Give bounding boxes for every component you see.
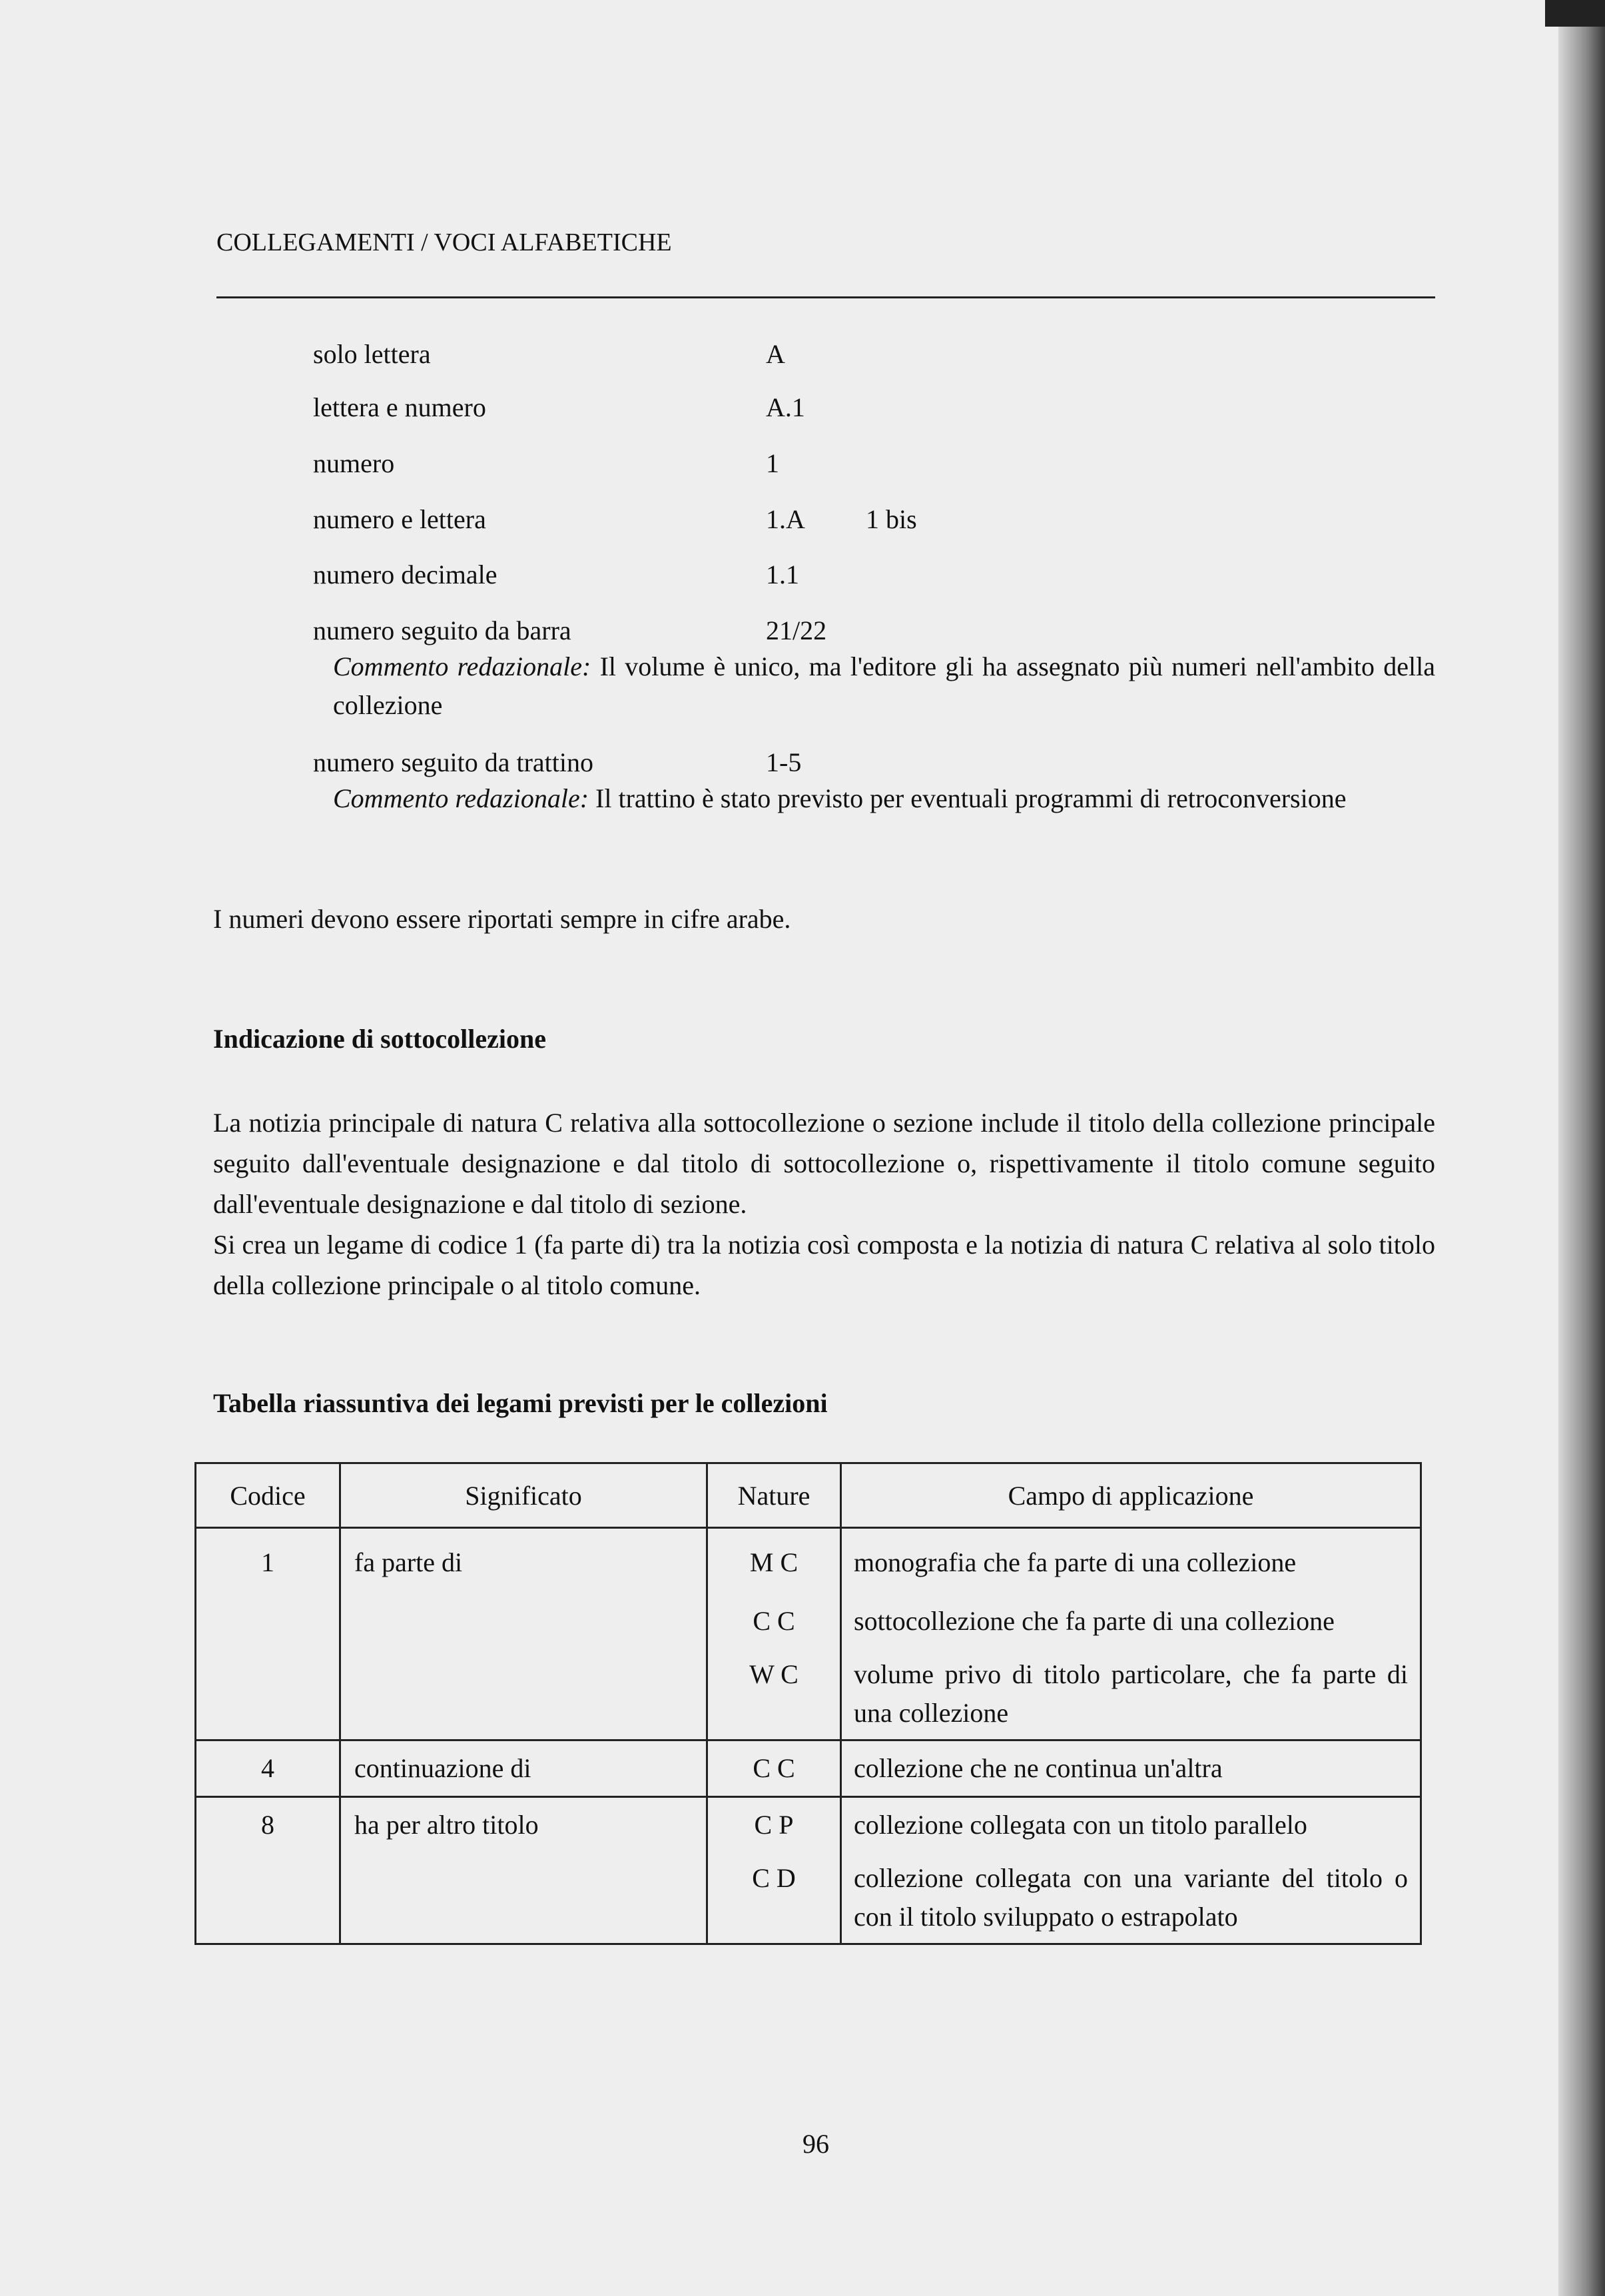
- table-header-row: [196, 1463, 1421, 1528]
- cell-meaning: continuazione di: [340, 1740, 707, 1797]
- list-label: numero decimale: [313, 560, 497, 589]
- header-nature: Nature: [707, 1463, 841, 1528]
- arabic-note: I numeri devono essere riportati sempre in cifre arabe.: [213, 904, 791, 934]
- list-example: 21/22: [766, 615, 827, 645]
- cell-nature: C D: [707, 1859, 841, 1944]
- page-number: 96: [802, 2129, 829, 2159]
- editorial-comment: [333, 779, 1435, 818]
- cell-meaning: ha per altro titolo: [340, 1797, 707, 1860]
- table-row: [196, 1797, 1421, 1860]
- cell-nature: W C: [707, 1655, 841, 1740]
- cell-scope: collezione che ne continua un'altra: [841, 1740, 1421, 1797]
- cell-scope: sottocollezione che fa parte di una collezione: [841, 1597, 1421, 1655]
- cell-scope: volume privo di titolo particolare, che fa parte di una collezione: [841, 1655, 1421, 1740]
- comment-text: Il volume è unico, ma l'editore gli ha assegnato più numeri nell'ambito della collezione: [333, 651, 1435, 720]
- list-label: lettera e numero: [313, 392, 486, 422]
- list-example: 1-5: [766, 747, 802, 777]
- header-campo: Campo di applicazione: [841, 1463, 1421, 1528]
- list-example: A.1: [766, 392, 805, 422]
- comment-prefix: Commento redazionale:: [333, 783, 589, 813]
- paragraph-1: La notizia principale di natura C relativa alla sottocollezione o sezione include il titolo della collezione principale seguito dall'eventuale designazione e dal titolo di sottocollezione o, rispettivamente il titolo comune seguito dall'eventuale designazione e dal titolo di sezione.: [213, 1108, 1435, 1219]
- header-significato: Significato: [340, 1463, 707, 1528]
- list-label: numero: [313, 448, 395, 478]
- cell-code: 1: [196, 1528, 340, 1597]
- cell-scope: monografia che fa parte di una collezione: [841, 1528, 1421, 1597]
- cell-code: 8: [196, 1797, 340, 1860]
- cell-code: [196, 1859, 340, 1944]
- table-row: [196, 1859, 1421, 1944]
- cell-code: 4: [196, 1740, 340, 1797]
- list-label: numero seguito da barra: [313, 615, 571, 645]
- section-heading: Indicazione di sottocollezione: [213, 1024, 546, 1054]
- cell-nature: C C: [707, 1597, 841, 1655]
- table-heading: Tabella riassuntiva dei legami previsti per le collezioni: [213, 1388, 828, 1418]
- comment-prefix: Commento redazionale:: [333, 651, 591, 681]
- page-edge-shadow: [1558, 0, 1605, 2296]
- cell-meaning: fa parte di: [340, 1528, 707, 1597]
- list-example-alt: 1 bis: [866, 504, 917, 534]
- table-row: [196, 1528, 1421, 1597]
- list-label: numero seguito da trattino: [313, 747, 594, 777]
- cell-nature: C C: [707, 1740, 841, 1797]
- section-paragraph: [213, 1102, 1435, 1306]
- scan-corner: [1545, 0, 1605, 27]
- header-rule: [216, 296, 1435, 298]
- cell-scope: collezione collegata con un titolo parallelo: [841, 1797, 1421, 1860]
- cell-nature: C P: [707, 1797, 841, 1860]
- list-example: 1: [766, 448, 779, 478]
- links-table: [194, 1462, 1422, 1945]
- editorial-comment: [333, 647, 1435, 725]
- list-example: A: [766, 339, 785, 369]
- comment-text: Il trattino è stato previsto per eventuali programmi di retroconversione: [589, 783, 1347, 813]
- cell-meaning: [340, 1859, 707, 1944]
- paragraph-2: Si crea un legame di codice 1 (fa parte di) tra la notizia così composta e la notizia di natura C relativa al solo titolo della collezione principale o al titolo comune.: [213, 1230, 1435, 1300]
- header-codice: Codice: [196, 1463, 340, 1528]
- table-row: [196, 1655, 1421, 1740]
- cell-meaning: [340, 1655, 707, 1740]
- list-example: 1.A: [766, 504, 805, 534]
- cell-code: [196, 1655, 340, 1740]
- running-header: COLLEGAMENTI / VOCI ALFABETICHE: [216, 228, 672, 256]
- list-label: numero e lettera: [313, 504, 486, 534]
- table-row: [196, 1740, 1421, 1797]
- cell-scope: collezione collegata con una variante del titolo o con il titolo sviluppato o estrapolato: [841, 1859, 1421, 1944]
- cell-nature: M C: [707, 1528, 841, 1597]
- list-example: 1.1: [766, 560, 799, 589]
- list-label: solo lettera: [313, 339, 431, 369]
- cell-meaning: [340, 1597, 707, 1655]
- cell-code: [196, 1597, 340, 1655]
- table-row: [196, 1597, 1421, 1655]
